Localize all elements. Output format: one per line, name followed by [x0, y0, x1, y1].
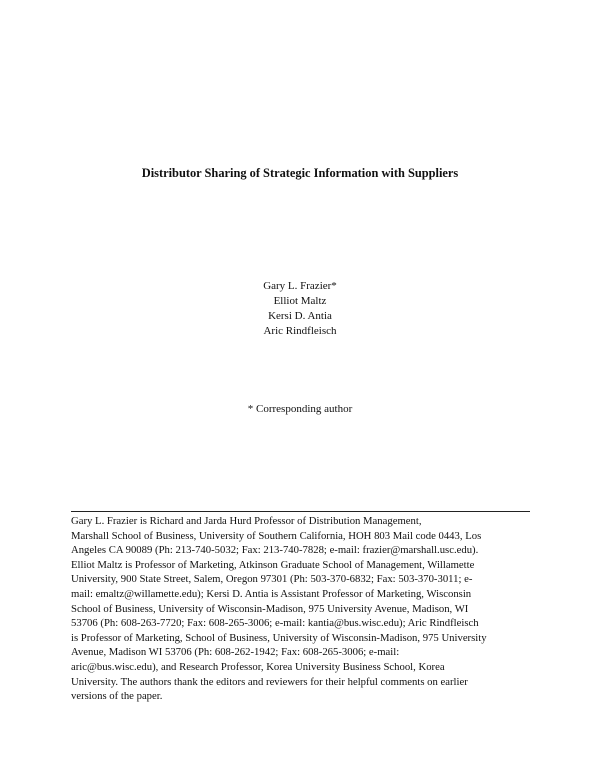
author-name: Elliot Maltz — [273, 295, 327, 307]
footnote-line: Angeles CA 90089 (Ph: 213-740-5032; Fax: 213-740-7828; e-mail: frazier@marshall.usc.edu). — [71, 544, 479, 557]
footnote-line: is Professor of Marketing, School of Business, University of Wisconsin-Madison, 975 University — [71, 631, 487, 644]
paper-title: Distributor Sharing of Strategic Information with Suppliers — [141, 166, 459, 180]
footnote-line: mail: emaltz@willamette.edu); Kersi D. Antia is Assistant Professor of Marketing, Wisconsin — [71, 587, 472, 600]
corresponding-author-note: * Corresponding author — [247, 403, 353, 415]
author-name: Aric Rindfleisch — [263, 325, 337, 337]
author-list — [0, 279, 600, 339]
author-name: Gary L. Frazier* — [263, 280, 337, 292]
footnote-line: Elliot Maltz is Professor of Marketing, Atkinson Graduate School of Management, Willamette — [71, 558, 475, 571]
footnote-line: University. The authors thank the editors and reviewers for their helpful comments on earlier — [71, 675, 468, 688]
footnote-line: aric@bus.wisc.edu), and Research Professor, Korea University Business School, Korea — [71, 660, 445, 673]
footnote-line: School of Business, University of Wisconsin-Madison, 975 University Avenue, Madison, WI — [71, 602, 469, 615]
footnote-line: 53706 (Ph: 608-263-7720; Fax: 608-265-3006; e-mail: kantia@bus.wisc.edu); Aric Rindfleisch — [71, 617, 479, 630]
footnote-line: Marshall School of Business, University of Southern California, HOH 803 Mail code 0443, Los — [71, 529, 482, 542]
footnote-line: University, 900 State Street, Salem, Oregon 97301 (Ph: 503-370-6832; Fax: 503-370-3011; e- — [71, 573, 473, 586]
footnote-line: Avenue, Madison WI 53706 (Ph: 608-262-1942; Fax: 608-265-3006; e-mail: — [71, 646, 400, 659]
footnote-divider — [71, 511, 530, 512]
author-affiliations-footnote — [71, 514, 533, 704]
footnote-line: versions of the paper. — [71, 690, 163, 703]
footnote-line: Gary L. Frazier is Richard and Jarda Hurd Professor of Distribution Management, — [71, 515, 422, 527]
author-name: Kersi D. Antia — [268, 310, 332, 322]
